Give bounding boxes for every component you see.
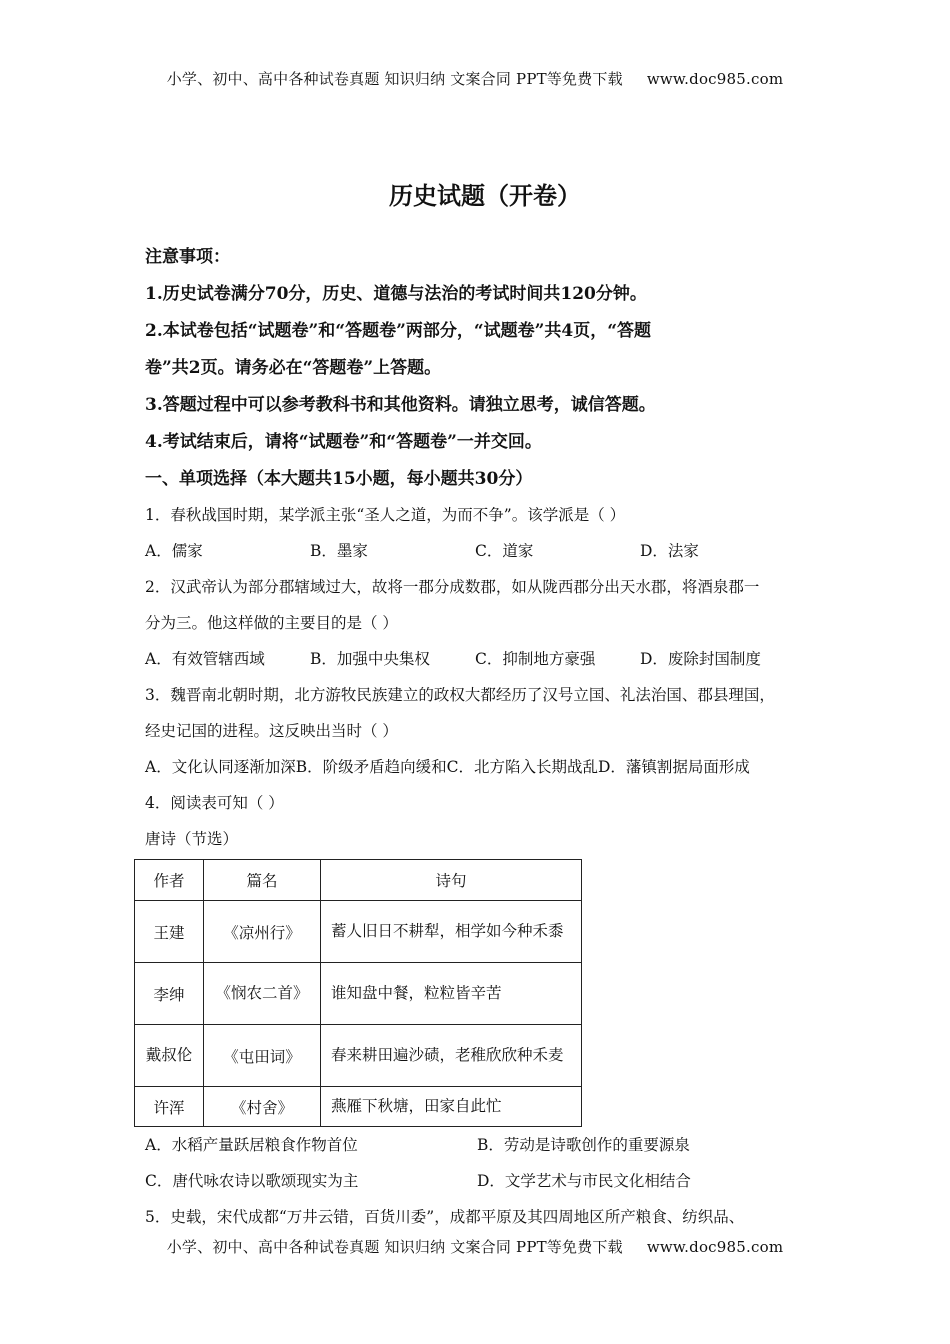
note-line-1: 1.历史试卷满分70分，历史、道德与法治的考试时间共120分钟。 — [145, 284, 647, 304]
cell-line: 蓄人旧日不耕犁，相学如今种禾黍 — [321, 901, 582, 963]
page-title: 历史试题（开卷） — [389, 181, 581, 210]
cell-author: 李绅 — [135, 963, 204, 1025]
header-banner — [0, 68, 950, 89]
note-line-4: 3.答题过程中可以参考教科书和其他资料。请独立思考，诚信答题。 — [145, 395, 656, 415]
option-d[interactable]: D．藩镇割据局面形成 — [597, 758, 750, 776]
question-5-stem: 5．史载，宋代成都“万井云错，百货川委”，成都平原及其四周地区所产粮食、纺织品、 — [145, 1208, 745, 1226]
option-d[interactable]: D．文学艺术与市民文化相结合 — [477, 1172, 691, 1190]
option-a[interactable]: A．文化认同逐渐加深 — [145, 758, 296, 776]
banner-text: 小学、初中、高中各种试卷真题 知识归纳 文案合同 PPT等免费下载 — [166, 1238, 623, 1256]
banner-url[interactable]: www.doc985.com — [646, 1238, 784, 1256]
banner-text: 小学、初中、高中各种试卷真题 知识归纳 文案合同 PPT等免费下载 — [166, 70, 623, 88]
option-b[interactable]: B．阶级矛盾趋向缓和 — [295, 758, 447, 776]
note-line-5: 4.考试结束后，请将“试题卷”和“答题卷”一并交回。 — [145, 432, 542, 452]
table-caption: 唐诗（节选） — [145, 830, 239, 848]
poem-table — [134, 859, 582, 1127]
option-b[interactable]: B．劳动是诗歌创作的重要源泉 — [477, 1136, 690, 1154]
table-row — [135, 901, 582, 963]
question-3-stem-cont: 经史记国的进程。这反映出当时（ ） — [145, 722, 398, 740]
banner-url[interactable]: www.doc985.com — [646, 70, 784, 88]
question-2-options — [145, 641, 825, 677]
cell-line: 燕雁下秋塘，田家自此忙 — [321, 1087, 582, 1127]
header-line: 诗句 — [321, 860, 582, 901]
question-2-stem: 2．汉武帝认为部分郡辖域过大，故将一郡分成数郡，如从陇西郡分出天水郡，将酒泉郡一 — [145, 578, 760, 596]
option-c[interactable]: C．北方陷入长期战乱 — [446, 758, 598, 776]
table-row — [135, 963, 582, 1025]
note-line-3: 卷”共2页。请务必在“答题卷”上答题。 — [145, 358, 442, 378]
table-row — [135, 1025, 582, 1087]
option-a[interactable]: A．水稻产量跃居粮食作物首位 — [145, 1136, 358, 1154]
header-author: 作者 — [135, 860, 204, 901]
notes-heading: 注意事项： — [145, 247, 230, 267]
note-line-2: 2.本试卷包括“试题卷”和“答题卷”两部分，“试题卷”共4页，“答题 — [145, 321, 652, 341]
cell-line: 谁知盘中餐，粒粒皆辛苦 — [321, 963, 582, 1025]
question-4-stem: 4．阅读表可知（ ） — [145, 794, 284, 812]
cell-line: 春来耕田遍沙碛，老稚欣欣种禾麦 — [321, 1025, 582, 1087]
option-b[interactable]: B．墨家 — [310, 542, 368, 560]
option-b[interactable]: B．加强中央集权 — [310, 650, 430, 668]
option-a[interactable]: A．儒家 — [145, 542, 203, 560]
cell-author: 王建 — [135, 901, 204, 963]
header-work: 篇名 — [204, 860, 321, 901]
question-3-options — [145, 749, 825, 785]
table-row — [135, 1087, 582, 1127]
question-2-stem-cont: 分为三。他这样做的主要目的是（ ） — [145, 614, 398, 632]
section-heading: 一、单项选择（本大题共15小题，每小题共30分） — [145, 469, 533, 489]
footer-banner — [0, 1236, 950, 1257]
option-a[interactable]: A．有效管辖西域 — [145, 650, 265, 668]
cell-author: 戴叔伦 — [135, 1025, 204, 1087]
option-d[interactable]: D．废除封国制度 — [640, 650, 761, 668]
option-c[interactable]: C．抑制地方豪强 — [475, 650, 596, 668]
option-d[interactable]: D．法家 — [640, 542, 699, 560]
cell-work: 《凉州行》 — [204, 901, 321, 963]
question-3-stem: 3．魏晋南北朝时期，北方游牧民族建立的政权大都经历了汉号立国、礼法治国、郡县理国， — [145, 686, 775, 704]
exam-page — [145, 176, 825, 1235]
question-4-options-row2 — [145, 1163, 825, 1199]
option-c[interactable]: C．道家 — [475, 542, 534, 560]
question-1-stem: 1．春秋战国时期，某学派主张“圣人之道，为而不争”。该学派是（ ） — [145, 506, 626, 524]
cell-work: 《悯农二首》 — [204, 963, 321, 1025]
table-header-row — [135, 860, 582, 901]
option-c[interactable]: C．唐代咏农诗以歌颂现实为主 — [145, 1172, 359, 1190]
question-1-options — [145, 533, 825, 569]
cell-author: 许浑 — [135, 1087, 204, 1127]
cell-work: 《屯田词》 — [204, 1025, 321, 1087]
question-4-options-row1 — [145, 1127, 825, 1163]
cell-work: 《村舍》 — [204, 1087, 321, 1127]
